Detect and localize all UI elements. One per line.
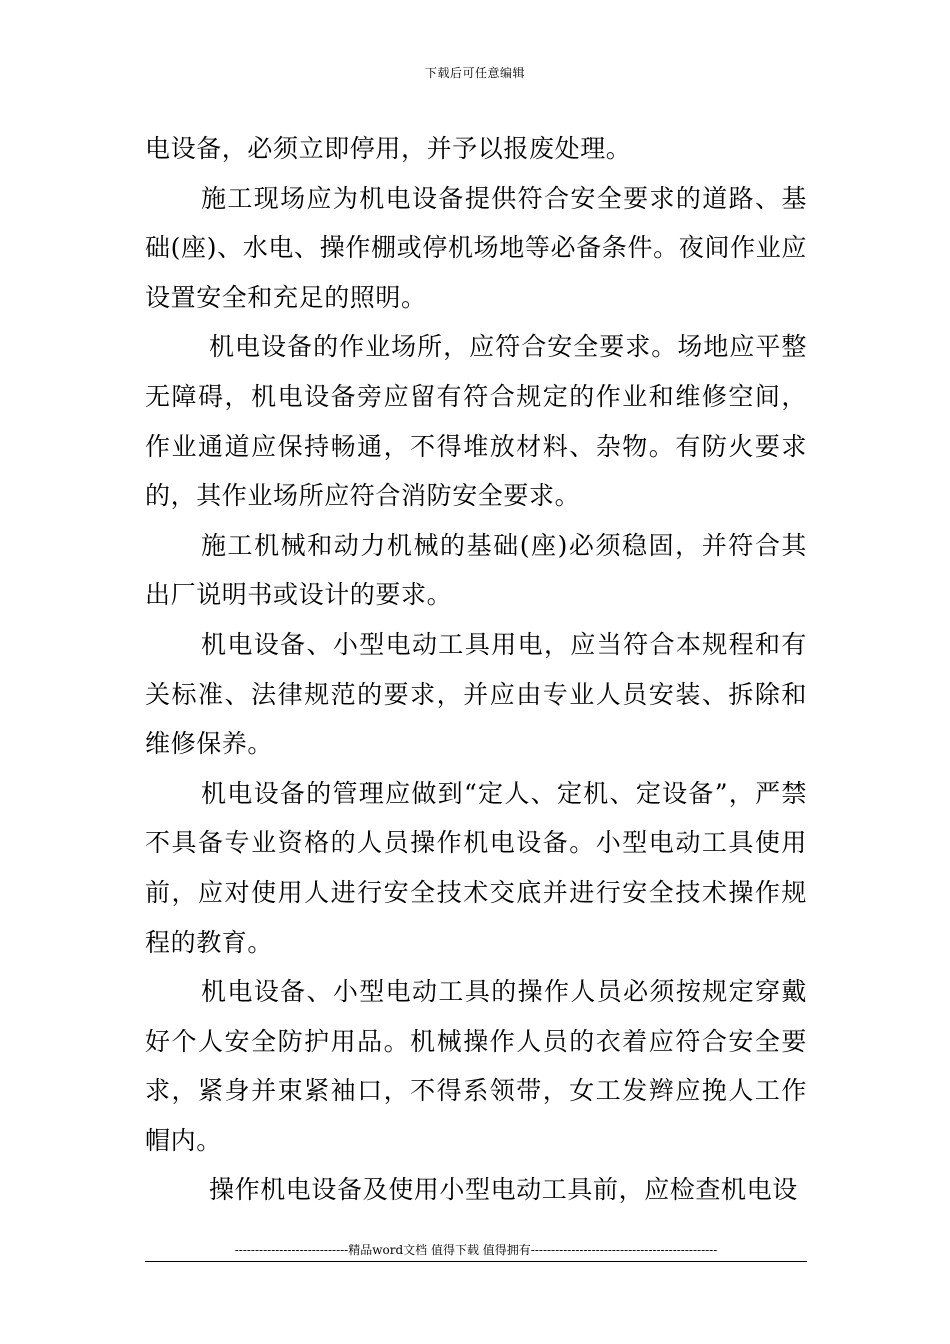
document-body	[145, 124, 807, 1215]
page-footer: ----------------------------精品word文档 值得下载 值得拥有----------------------------------------------	[145, 1243, 807, 1262]
paragraph-7: 机电设备、小型电动工具的操作人员必须按规定穿戴好个人安全防护用品。机械操作人员的衣着应符合安全要求，紧身并束紧袖口，不得系领带，女工发辫应挽人工作帽内。	[145, 977, 807, 1155]
paragraph-1: 电设备，必须立即停用，并予以报废处理。	[145, 134, 632, 163]
paragraph-8: 操作机电设备及使用小型电动工具前，应检查机电设	[209, 1175, 798, 1205]
paragraph-3: 机电设备的作业场所，应符合安全要求。场地应平整无障碍，机电设备旁应留有符合规定的作业和维修空间，作业通道应保持畅通，不得堆放材料、杂物。有防火要求的，其作业场所应符合消防安全要求。	[145, 332, 807, 511]
paragraph-5: 机电设备、小型电动工具用电，应当符合本规程和有关标准、法律规范的要求，并应由专业人员安装、拆除和维修保养。	[145, 629, 807, 759]
paragraph-4: 施工机械和动力机械的基础(座)必须稳固，并符合其出厂说明书或设计的要求。	[145, 530, 807, 610]
paragraph-2: 施工现场应为机电设备提供符合安全要求的道路、基础(座)、水电、操作棚或停机场地等必备条件。夜间作业应设置安全和充足的照明。	[145, 183, 807, 312]
paragraph-6: 机电设备的管理应做到“定人、定机、定设备”，严禁不具备专业资格的人员操作机电设备。小型电动工具使用前，应对使用人进行安全技术交底并进行安全技术操作规程的教育。	[145, 778, 807, 957]
page-header: 下载后可任意编辑	[424, 66, 525, 80]
